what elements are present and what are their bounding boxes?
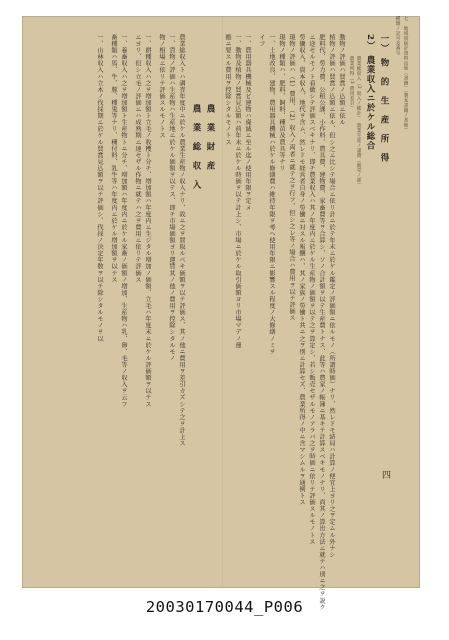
text-column-c21: 物ノ相場ニ依リテ評価スルモノトス <box>158 34 165 139</box>
text-column-c9: 勞働収入、資本収入、地代ヲ含ム、然レドモ経営者自身ノ勞働ニ対スル報酬ハ、其ノ家族ノ勞働ト共ニ之ヲ別ニ計算セズ、農業所得ノ中ニ含マシムルヲ通例トス <box>298 34 305 506</box>
text-column-c14: 一、農用器具機械及ビ建物ハ廃滅ニ至ル迄ノ使用年限ヲ定メ <box>244 34 251 211</box>
text-column-c19: 農業総収入トハ調査年度中ニ於ケル農業生産物ノ収入ナリ、故ニ之ヲ買取ルベキ価額ヲ以テ評価ス、其ノ他ニ費用ヲ差引カズシテ之ヲ計上ス <box>178 34 185 447</box>
text-column-c6: 植物ノ評価ハ買賞ノ込額ニ依ル、但シ之ニ比シテ場合ニ依リ計ニ於テ年末ニ於ケル鑑定ノ評価額ニ依ルモノ（所謂時価）ナリ、然レドモ結局ハ計算ノ便宜上ヨリ之ヲ定ムル外ナシ <box>328 34 335 558</box>
text-column-c16: 搬ニ要スル費用ヲ控除シタルモノトス <box>224 34 231 146</box>
text-column-c15: 一、動物及植物ノ買賞見込額ハ前年末ニ於ケル時価ヲ以テ計上シ、市場ニ於ケル取引価額ヨリ市場マデノ運 <box>234 34 241 349</box>
text-column-meta2: 種類ノ記号及番号 <box>395 16 400 56</box>
text-column-c17: 農 業 財 産 <box>205 104 215 171</box>
text-column-c10: 現物ノ評価ハ（1）費用、（2）収入ノ両者ニ就テ之ヲ行フ、但シ之レ等ノ場合ハ費用ヲ以テ評価ス <box>288 34 295 322</box>
text-column-meta1: 七 地域別統計資料出版（書籍）（製本書籍ノ其他） <box>403 16 408 133</box>
page-number: 四 <box>382 471 392 481</box>
text-column-c3: 農業総収入（2 収入ノ総計） 農業生産ノ諸費（販売ノ部） <box>356 56 361 188</box>
text-column-c20: 一、貨物ノ評価ハ生産物ハ生産地ニ於ケル価額ヲ以テス、即チ市場価額ヨリ運賃其ノ他ノ費用ヲ控除シタルモノ <box>168 34 175 362</box>
text-column-c26: 一、山林収入ハ立木ノ伐採期ニ於ケル買賞見込額ヲ以テ評価シ、伐採ノ決定年数ヲ以テ除シタルモノヲ以 <box>96 34 103 342</box>
page-crease <box>222 16 223 588</box>
text-column-c18: 農 業 総 収 入 <box>191 104 201 190</box>
text-column-c25: 畜種類ハ馬、牛、豚、種兎等ナリ、種付料、乳牛等ハ年度内ニ於ケル増加額ヲ以テス <box>110 34 117 283</box>
text-column-c7: 肥料代、勞力費、公租公課、小作料、農具費、建物費、家畜費等ヲ合算シ、ソノ合計額ヲ以テ生産費トナス、此等ハ農家ノ帳簿ニ基キテ計算スベキモノナリ、尚其ノ算出方法ニ就テハ別ニ之ヲ説ク <box>318 34 325 611</box>
text-column-c4: 農業所得（3 費用差引） <box>349 56 354 111</box>
archive-caption: 20030170044_P006 <box>145 598 304 616</box>
text-column-c5: 動物ノ評価ハ買賞ノ込額ニ依ル <box>338 34 345 126</box>
text-column-c8: ニ途セルモノト看做シテ評価スベキナリ、即チ農業収入ハ其ノ年度内ニ於ケル生産物ノ価額ヲ以テ之ヲ算定シ、若シ販売セザルモノアラバ之ヲ時価ニ依リテ評価スルモノトス <box>308 34 315 545</box>
text-column-c24: 一、養畜収入ハ之ヲ増加額ト生産物トニ分チ、増加額ハ年度内ニ於ケル家畜ノ価額ノ増加、生産物ハ乳、卵、毛等ノ収入ヲ云フ <box>120 34 127 408</box>
text-column-c22: 一、耕種収入ハ之ヲ増加額ト立毛ノ收穫ト分チ、増加額ハ年度内ニ生ジタル増加ノ価額、立毛ハ年度末ニ於ケル評価額ヲ以テス <box>144 34 151 408</box>
text-column-c12: 一、土地改良、建物、農用器具機械ハ於ケル修繕費ハ維持年限ヲ考ヘ使用年限ニ影響スル程度ノ大修繕ノミヲ <box>268 34 275 355</box>
text-column-c13: イフ <box>258 34 265 48</box>
text-column-c2: 2） 農業収入ニ於ケル総合 <box>365 34 375 151</box>
text-column-c1: 一） 物 的 生 産 所 得 <box>379 34 389 163</box>
text-column-c11: 現物ノ種類ハ、肥料、飼料、種苗及農具等ナリ <box>278 34 285 172</box>
text-column-c23: ニヨリ、但シ立毛ノ評価ニハ成熟期ニ達セザル作物ニ就テハ之ヲ費用ニ依リテ評価ス <box>134 34 141 283</box>
